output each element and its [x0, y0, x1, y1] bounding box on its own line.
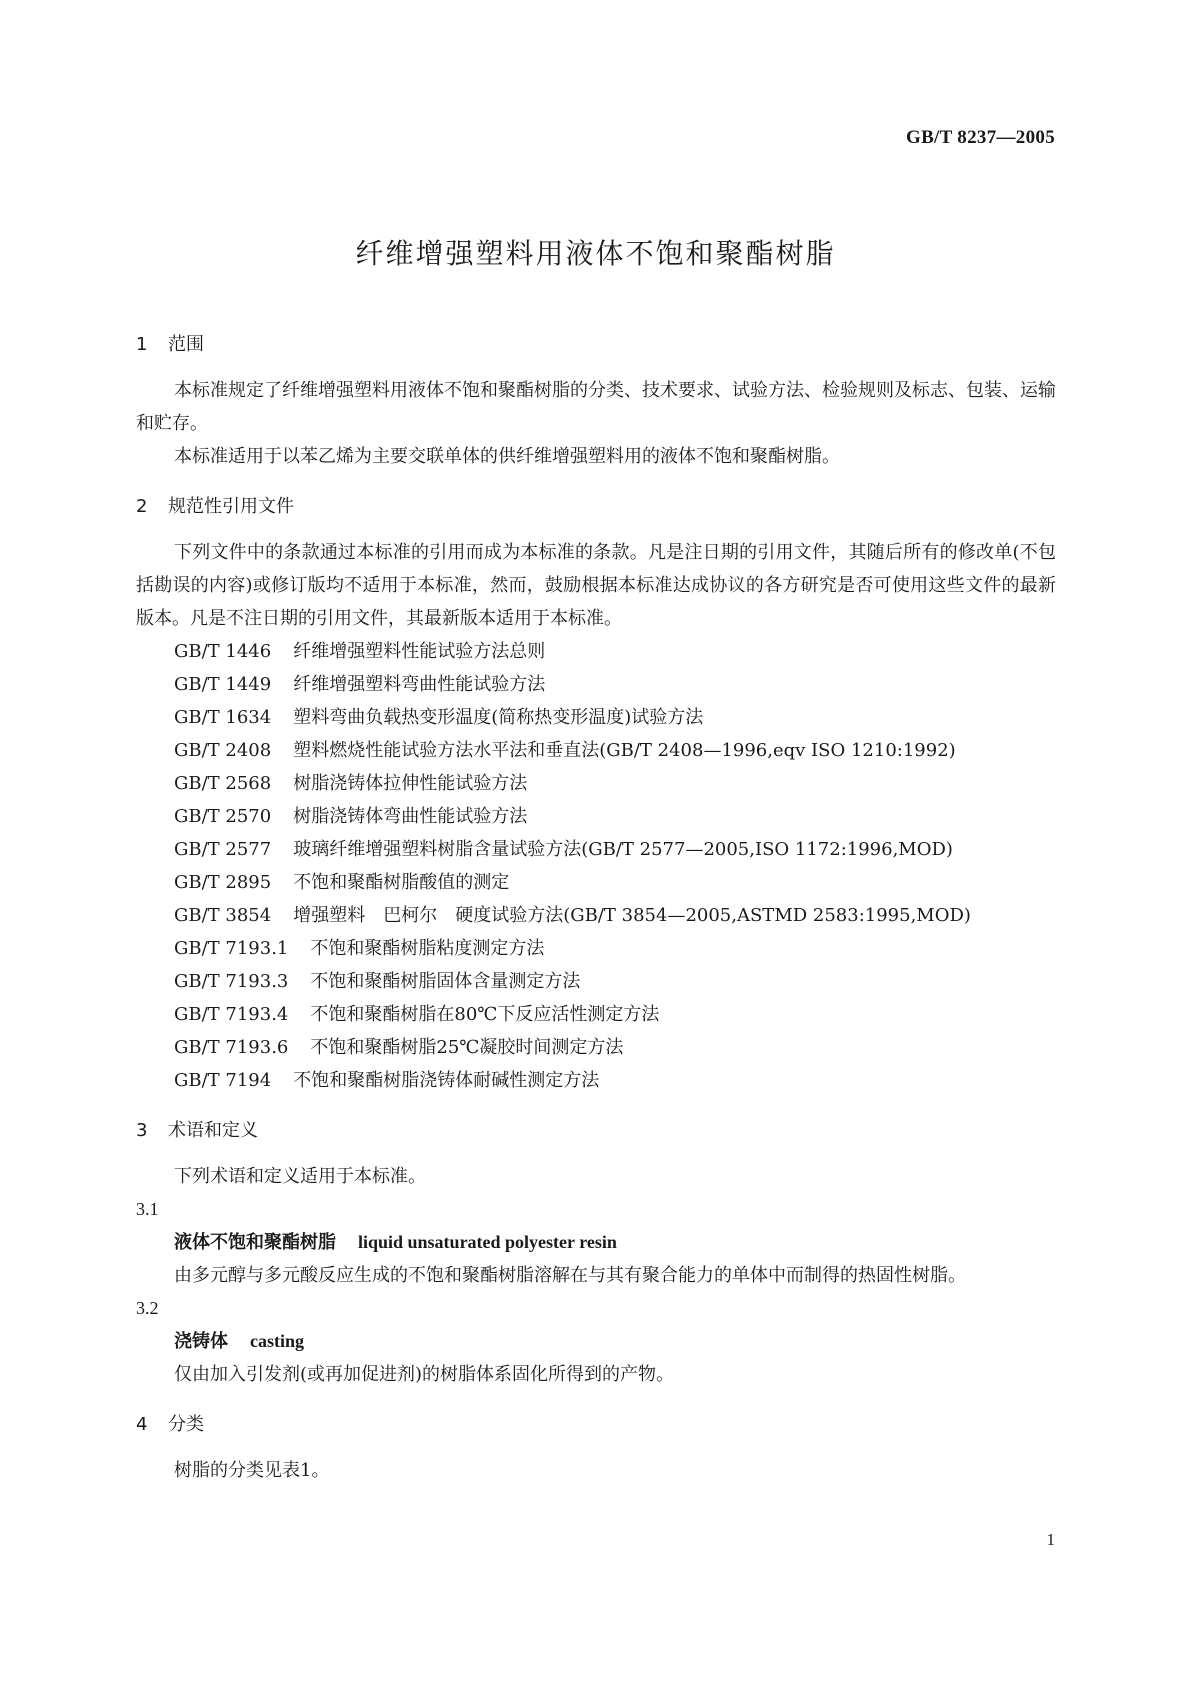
reference-item	[136, 668, 1056, 701]
reference-code: GB/T 1446	[174, 641, 272, 662]
term-zh: 浇铸体	[174, 1331, 228, 1352]
paragraph: 本标准适用于以苯乙烯为主要交联单体的供纤维增强塑料用的液体不饱和聚酯树脂。	[174, 446, 840, 467]
reference-title: 不饱和聚酯树脂25℃凝胶时间测定方法	[310, 1037, 624, 1058]
section-title: 术语和定义	[168, 1120, 258, 1141]
reference-item	[136, 767, 1056, 800]
reference-list	[136, 635, 1056, 1097]
document-title: 纤维增强塑料用液体不饱和聚酯树脂	[355, 237, 836, 270]
reference-code: GB/T 2895	[174, 872, 272, 893]
page-number: 1	[1046, 1530, 1055, 1549]
section-number: 3	[136, 1120, 148, 1141]
term-definition: 仅由加入引发剂(或再加促进剂)的树脂体系固化所得到的产物。	[174, 1364, 675, 1385]
reference-title: 增强塑料 巴柯尔 硬度试验方法(GB/T 3854—2005,ASTMD 2583:1995,MOD)	[293, 905, 971, 926]
reference-title: 纤维增强塑料性能试验方法总则	[293, 641, 546, 662]
reference-code: GB/T 7193.6	[174, 1037, 289, 1058]
reference-code: GB/T 7193.1	[174, 938, 289, 959]
reference-code: GB/T 7193.3	[174, 971, 289, 992]
reference-item	[136, 701, 1056, 734]
section-title: 范围	[168, 334, 204, 355]
reference-item	[136, 932, 1056, 965]
paragraph: 本标准规定了纤维增强塑料用液体不饱和聚酯树脂的分类、技术要求、试验方法、检验规则及标志、包装、运输和贮存。	[136, 380, 1056, 434]
reference-item	[136, 800, 1056, 833]
paragraph: 树脂的分类见表1。	[174, 1460, 330, 1481]
reference-title: 塑料燃烧性能试验方法水平法和垂直法(GB/T 2408—1996,eqv ISO 1210:1992)	[293, 740, 956, 761]
paragraph: 下列文件中的条款通过本标准的引用而成为本标准的条款。凡是注日期的引用文件，其随后所有的修改单(不包括勘误的内容)或修订版均不适用于本标准，然而，鼓励根据本标准达成协议的各方研究是否可使用这些文件的最新版本。凡是不注日期的引用文件，其最新版本适用于本标准。	[136, 542, 1056, 629]
term-en: liquid unsaturated polyester resin	[358, 1232, 617, 1252]
term-entry	[136, 1226, 1056, 1259]
section-title: 分类	[168, 1414, 204, 1435]
reference-title: 树脂浇铸体拉伸性能试验方法	[293, 773, 528, 794]
section-number: 1	[136, 334, 148, 355]
reference-title: 不饱和聚酯树脂粘度测定方法	[310, 938, 545, 959]
reference-code: GB/T 7194	[174, 1070, 272, 1091]
reference-code: GB/T 2570	[174, 806, 272, 827]
reference-item	[136, 1064, 1056, 1097]
term-en: casting	[250, 1331, 304, 1351]
reference-title: 玻璃纤维增强塑料树脂含量试验方法(GB/T 2577—2005,ISO 1172:1996,MOD)	[293, 839, 953, 860]
reference-item	[136, 1031, 1056, 1064]
section-title: 规范性引用文件	[168, 496, 294, 517]
term-zh: 液体不饱和聚酯树脂	[174, 1232, 336, 1253]
section-1-heading	[136, 332, 1056, 358]
section-3-heading	[136, 1118, 1056, 1144]
reference-code: GB/T 1634	[174, 707, 272, 728]
term-entry	[136, 1325, 1056, 1358]
reference-code: GB/T 3854	[174, 905, 272, 926]
reference-item	[136, 998, 1056, 1031]
section-2-heading	[136, 494, 1056, 520]
reference-title: 塑料弯曲负载热变形温度(简称热变形温度)试验方法	[293, 707, 704, 728]
reference-code: GB/T 7193.4	[174, 1004, 289, 1025]
paragraph: 下列术语和定义适用于本标准。	[174, 1166, 426, 1187]
clause-number: 3.1	[136, 1199, 159, 1219]
section-4-heading	[136, 1412, 1056, 1438]
section-number: 2	[136, 496, 148, 517]
reference-title: 不饱和聚酯树脂固体含量测定方法	[310, 971, 581, 992]
reference-title: 不饱和聚酯树脂在80℃下反应活性测定方法	[310, 1004, 660, 1025]
reference-title: 不饱和聚酯树脂浇铸体耐碱性测定方法	[293, 1070, 600, 1091]
standard-code: GB/T 8237—2005	[905, 127, 1055, 148]
reference-item	[136, 734, 1056, 767]
reference-code: GB/T 1449	[174, 674, 272, 695]
section-number: 4	[136, 1414, 148, 1435]
reference-title: 树脂浇铸体弯曲性能试验方法	[293, 806, 528, 827]
reference-code: GB/T 2408	[174, 740, 272, 761]
reference-title: 纤维增强塑料弯曲性能试验方法	[293, 674, 546, 695]
reference-item	[136, 833, 1056, 866]
reference-item	[136, 899, 1056, 932]
reference-item	[136, 965, 1056, 998]
term-definition: 由多元醇与多元酸反应生成的不饱和聚酯树脂溶解在与其有聚合能力的单体中而制得的热固性树脂。	[174, 1265, 966, 1286]
reference-code: GB/T 2568	[174, 773, 272, 794]
clause-number: 3.2	[136, 1298, 159, 1318]
reference-item	[136, 866, 1056, 899]
reference-item	[136, 635, 1056, 668]
reference-code: GB/T 2577	[174, 839, 272, 860]
reference-title: 不饱和聚酯树脂酸值的测定	[293, 872, 510, 893]
document-body	[136, 332, 1056, 1487]
